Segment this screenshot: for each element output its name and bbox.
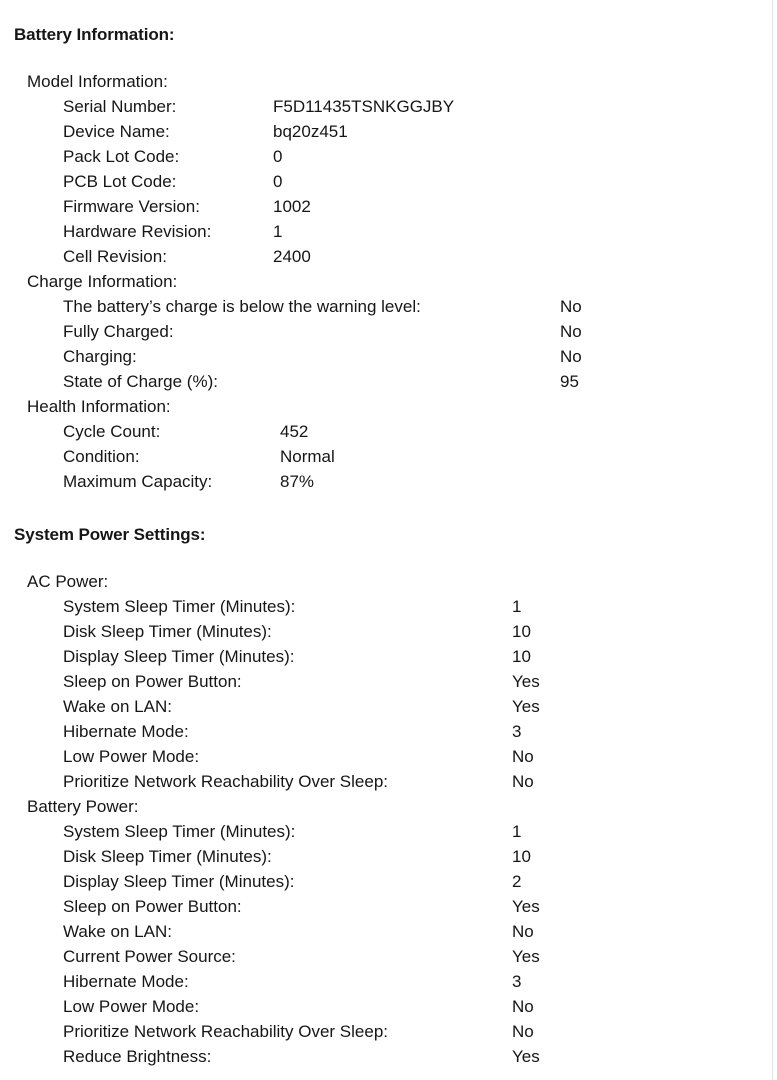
info-row-value: 2400: [273, 247, 311, 266]
section-spacer: [0, 494, 777, 522]
info-row: [0, 294, 777, 319]
info-row-value: 10: [512, 647, 531, 666]
info-row: [0, 919, 777, 944]
info-row-label: The battery’s charge is below the warning level:: [63, 297, 421, 316]
info-row-value: 2: [512, 872, 522, 891]
info-row-value: Normal: [280, 447, 335, 466]
info-row-label: Low Power Mode:: [63, 997, 200, 1016]
info-row-value: 0: [273, 172, 283, 191]
info-row-value: 1: [512, 597, 522, 616]
info-row-label: Maximum Capacity:: [63, 472, 213, 491]
info-row-value: Yes: [512, 1047, 540, 1066]
info-row-label: Disk Sleep Timer (Minutes):: [63, 847, 272, 866]
info-row: [0, 419, 777, 444]
info-row-label: Disk Sleep Timer (Minutes):: [63, 622, 272, 641]
info-row-value: 1: [273, 222, 283, 241]
info-row-value: 1: [512, 822, 522, 841]
section-title-battery-information: Battery Information:: [14, 25, 175, 44]
info-row-value: No: [512, 747, 534, 766]
info-row-value: 1002: [273, 197, 311, 216]
info-row: [0, 844, 777, 869]
info-row: [0, 994, 777, 1019]
info-row-label: Sleep on Power Button:: [63, 897, 242, 916]
info-row-label: Low Power Mode:: [63, 747, 200, 766]
group-label-charge-information: Charge Information:: [27, 272, 178, 291]
report-sections: [0, 22, 777, 1069]
info-row-label: Prioritize Network Reachability Over Sleep:: [63, 772, 389, 791]
info-row: [0, 119, 777, 144]
info-row-value: No: [512, 922, 534, 941]
info-row: [0, 744, 777, 769]
info-row-label: Hibernate Mode:: [63, 972, 189, 991]
info-row-label: System Sleep Timer (Minutes):: [63, 597, 296, 616]
info-row-label: Wake on LAN:: [63, 922, 172, 941]
info-row-label: Wake on LAN:: [63, 697, 172, 716]
info-row: [0, 969, 777, 994]
info-row: [0, 219, 777, 244]
info-row-value: No: [560, 297, 582, 316]
info-row: [0, 369, 777, 394]
section-title-spacer: [0, 547, 777, 569]
info-row: [0, 894, 777, 919]
info-row: [0, 644, 777, 669]
info-row: [0, 169, 777, 194]
info-row: [0, 719, 777, 744]
info-row: [0, 244, 777, 269]
info-row-value: 3: [512, 972, 522, 991]
info-row-value: Yes: [512, 672, 540, 691]
info-row-label: Pack Lot Code:: [63, 147, 180, 166]
info-row-label: Serial Number:: [63, 97, 177, 116]
info-row: [0, 194, 777, 219]
info-row-value: F5D11435TSNKGGJBY: [273, 97, 455, 116]
top-spacer: [0, 0, 777, 22]
info-row: [0, 319, 777, 344]
info-row-value: Yes: [512, 897, 540, 916]
info-row: [0, 619, 777, 644]
info-row-value: Yes: [512, 697, 540, 716]
info-row-value: No: [560, 322, 582, 341]
info-row: [0, 94, 777, 119]
info-row-label: Sleep on Power Button:: [63, 672, 242, 691]
info-row-label: System Sleep Timer (Minutes):: [63, 822, 296, 841]
info-row-value: 3: [512, 722, 522, 741]
info-row-label: Firmware Version:: [63, 197, 200, 216]
info-row-label: Current Power Source:: [63, 947, 236, 966]
info-row: [0, 1044, 777, 1069]
pane-divider: [772, 0, 773, 1080]
info-row-value: 0: [273, 147, 283, 166]
info-row-label: Hardware Revision:: [63, 222, 212, 241]
info-row-label: Cell Revision:: [63, 247, 167, 266]
info-row: [0, 769, 777, 794]
info-row-label: Display Sleep Timer (Minutes):: [63, 872, 295, 891]
info-row: [0, 819, 777, 844]
group-label-health-information: Health Information:: [27, 397, 171, 416]
info-row: [0, 444, 777, 469]
info-row: [0, 594, 777, 619]
info-row: [0, 669, 777, 694]
info-row-value: 10: [512, 847, 531, 866]
info-row: [0, 1019, 777, 1044]
section-title-spacer: [0, 47, 777, 69]
info-row-label: Charging:: [63, 347, 137, 366]
info-row-label: Condition:: [63, 447, 140, 466]
info-row-label: Reduce Brightness:: [63, 1047, 212, 1066]
info-row-value: 10: [512, 622, 531, 641]
info-row-label: Device Name:: [63, 122, 170, 141]
info-row-value: Yes: [512, 947, 540, 966]
info-row-label: PCB Lot Code:: [63, 172, 177, 191]
info-row-value: 95: [560, 372, 579, 391]
info-row: [0, 944, 777, 969]
group-label-model-information: Model Information:: [27, 72, 168, 91]
info-row-label: State of Charge (%):: [63, 372, 218, 391]
section-title-system-power-settings: System Power Settings:: [14, 525, 206, 544]
info-row-value: No: [560, 347, 582, 366]
info-row-value: 87%: [280, 472, 315, 491]
info-row: [0, 344, 777, 369]
info-row: [0, 694, 777, 719]
info-row-value: No: [512, 997, 534, 1016]
info-row-label: Hibernate Mode:: [63, 722, 189, 741]
info-row-value: No: [512, 772, 534, 791]
info-row-label: Fully Charged:: [63, 322, 174, 341]
group-label-battery-power: Battery Power:: [27, 797, 139, 816]
info-row-value: 452: [280, 422, 309, 441]
info-row-value: bq20z451: [273, 122, 348, 141]
info-row: [0, 469, 777, 494]
info-row-label: Cycle Count:: [63, 422, 161, 441]
info-row-label: Prioritize Network Reachability Over Sleep:: [63, 1022, 389, 1041]
group-label-ac-power: AC Power:: [27, 572, 109, 591]
info-row-label: Display Sleep Timer (Minutes):: [63, 647, 295, 666]
info-row: [0, 144, 777, 169]
info-row-value: No: [512, 1022, 534, 1041]
info-row: [0, 869, 777, 894]
